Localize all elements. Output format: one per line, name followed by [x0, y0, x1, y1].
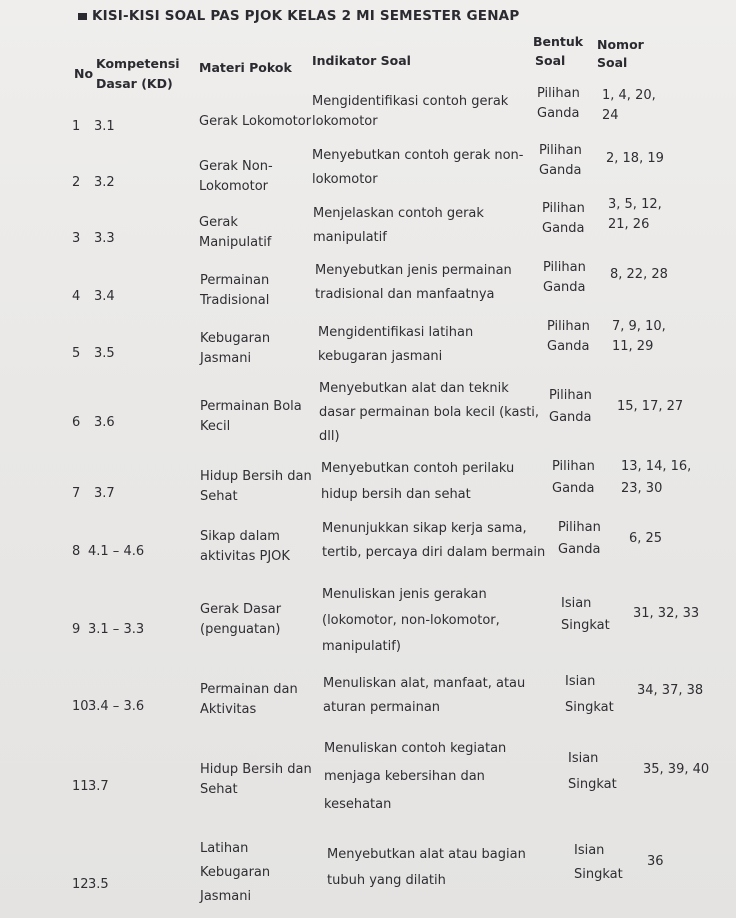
row-materi-line: Permainan dan	[200, 682, 298, 697]
row-indikator-line: Menyebutkan alat dan teknik	[319, 381, 509, 396]
row-bentuk-line: Ganda	[547, 339, 590, 354]
row-materi-line: Aktivitas	[200, 702, 257, 717]
row-materi-line: Tradisional	[200, 293, 270, 308]
row-number: 3	[72, 231, 81, 246]
row-number: 5	[72, 346, 81, 361]
row-indikator-line: Menjelaskan contoh gerak	[313, 206, 484, 221]
bullet-icon	[78, 13, 87, 20]
row-indikator-line: manipulatif)	[322, 639, 401, 654]
row-indikator-line: dll)	[319, 429, 340, 444]
row-nomor-line: 6, 25	[629, 531, 663, 546]
row-nomor-line: 23, 30	[621, 481, 663, 496]
row-kd: 3.7	[94, 486, 115, 501]
row-bentuk-line: Isian	[561, 596, 592, 611]
row-indikator-line: Menyebutkan jenis permainan	[315, 263, 512, 278]
row-number: 9	[72, 622, 81, 637]
row-nomor-line: 21, 26	[608, 217, 650, 232]
header-no: No	[74, 66, 94, 81]
row-number: 4	[72, 289, 81, 304]
header-nomor-line2: Soal	[597, 55, 628, 70]
row-bentuk-line: Isian	[574, 843, 605, 858]
row-kd: 3.5	[88, 877, 109, 892]
row-bentuk-line: Pilihan	[549, 388, 592, 403]
row-number: 7	[72, 486, 81, 501]
row-bentuk-line: Isian	[565, 674, 596, 689]
row-kd: 3.3	[94, 231, 115, 246]
row-materi-line: Gerak Lokomotor	[199, 114, 312, 129]
row-number: 8	[72, 544, 81, 559]
row-materi-line: Kebugaran	[200, 331, 271, 346]
row-materi-line: Gerak	[199, 215, 238, 230]
document-title-text: KISI-KISI SOAL PAS PJOK KELAS 2 MI SEMESTER GENAP	[92, 8, 520, 24]
row-indikator-line: manipulatif	[313, 230, 387, 245]
row-materi-line: Lokomotor	[199, 179, 268, 194]
row-bentuk-line: Ganda	[539, 163, 582, 178]
row-bentuk-line: Pilihan	[547, 319, 590, 334]
row-bentuk-line: Isian	[568, 751, 599, 766]
row-materi-line: Manipulatif	[199, 235, 272, 250]
row-bentuk-line: Ganda	[558, 542, 601, 557]
row-bentuk-line: Ganda	[549, 410, 592, 425]
row-number: 12	[72, 877, 89, 892]
header-bentuk-line1: Bentuk	[533, 34, 584, 49]
header-bentuk-line2: Soal	[535, 53, 566, 68]
header-nomor-line1: Nomor	[597, 37, 644, 52]
row-indikator-line: Menuliskan alat, manfaat, atau	[323, 676, 526, 691]
row-indikator-line: Menyebutkan alat atau bagian	[327, 847, 526, 862]
row-kd: 4.1 – 4.6	[88, 544, 145, 559]
row-indikator-line: aturan permainan	[323, 700, 441, 715]
row-materi-line: Jasmani	[200, 889, 252, 904]
row-bentuk-line: Singkat	[574, 867, 623, 882]
row-number: 11	[72, 779, 89, 794]
row-nomor-line: 7, 9, 10,	[612, 319, 666, 334]
row-kd: 3.1 – 3.3	[88, 622, 145, 637]
row-materi-line: Jasmani	[200, 351, 252, 366]
row-number: 2	[72, 175, 81, 190]
row-materi-line: Sikap dalam	[200, 529, 280, 544]
row-materi-line: Hidup Bersih dan	[200, 762, 312, 777]
row-indikator-line: kebugaran jasmani	[318, 349, 443, 364]
row-indikator-line: menjaga kebersihan dan	[324, 769, 485, 784]
row-indikator-line: Menuliskan jenis gerakan	[322, 587, 487, 602]
row-nomor-line: 35, 39, 40	[643, 762, 710, 777]
row-bentuk-line: Ganda	[537, 106, 580, 121]
row-number: 6	[72, 415, 81, 430]
row-indikator-line: Menyebutkan contoh gerak non-	[312, 148, 524, 163]
row-indikator-line: tertib, percaya diri dalam bermain	[322, 545, 546, 560]
row-bentuk-line: Pilihan	[542, 201, 585, 216]
row-indikator-line: Menunjukkan sikap kerja sama,	[322, 521, 527, 536]
document-title	[78, 8, 519, 24]
row-kd: 3.6	[94, 415, 115, 430]
row-bentuk-line: Singkat	[568, 777, 617, 792]
row-indikator-line: tradisional dan manfaatnya	[315, 287, 495, 302]
row-kd: 3.4	[94, 289, 115, 304]
row-bentuk-line: Singkat	[561, 618, 610, 633]
row-nomor-line: 1, 4, 20,	[602, 88, 656, 103]
row-indikator-line: kesehatan	[324, 797, 392, 812]
header-kd-line2: Dasar (KD)	[96, 76, 173, 91]
row-indikator-line: lokomotor	[312, 172, 378, 187]
row-materi-line: Kebugaran	[200, 865, 271, 880]
row-bentuk-line: Pilihan	[539, 143, 582, 158]
row-nomor-line: 15, 17, 27	[617, 399, 684, 414]
row-nomor-line: 36	[647, 854, 664, 869]
row-nomor-line: 31, 32, 33	[633, 606, 700, 621]
row-indikator-line: tubuh yang dilatih	[327, 873, 446, 888]
row-materi-line: Permainan Bola	[200, 399, 302, 414]
row-kd: 3.4 – 3.6	[88, 699, 145, 714]
row-nomor-line: 24	[602, 108, 619, 123]
row-nomor-line: 11, 29	[612, 339, 654, 354]
row-bentuk-line: Pilihan	[543, 260, 586, 275]
row-materi-line: aktivitas PJOK	[200, 549, 290, 564]
row-indikator-line: Mengidentifikasi latihan	[318, 325, 474, 340]
row-indikator-line: hidup bersih dan sehat	[321, 487, 471, 502]
row-materi-line: Permainan	[200, 273, 270, 288]
row-bentuk-line: Ganda	[542, 221, 585, 236]
row-bentuk-line: Ganda	[543, 280, 586, 295]
row-indikator-line: dasar permainan bola kecil (kasti,	[319, 405, 540, 420]
row-materi-line: Gerak Dasar	[200, 602, 282, 617]
row-nomor-line: 34, 37, 38	[637, 683, 704, 698]
row-nomor-line: 3, 5, 12,	[608, 197, 662, 212]
row-bentuk-line: Pilihan	[558, 520, 601, 535]
row-nomor-line: 2, 18, 19	[606, 151, 664, 166]
row-indikator-line: Menyebutkan contoh perilaku	[321, 461, 515, 476]
row-bentuk-line: Pilihan	[552, 459, 595, 474]
row-nomor-line: 13, 14, 16,	[621, 459, 692, 474]
row-materi-line: Kecil	[200, 419, 231, 434]
row-bentuk-line: Ganda	[552, 481, 595, 496]
row-indikator-line: (lokomotor, non-lokomotor,	[322, 613, 500, 628]
row-indikator-line: lokomotor	[312, 114, 378, 129]
row-bentuk-line: Singkat	[565, 700, 614, 715]
row-kd: 3.1	[94, 119, 115, 134]
header-indikator: Indikator Soal	[312, 53, 411, 68]
row-materi-line: Gerak Non-	[199, 159, 273, 174]
row-materi-line: Latihan	[200, 841, 249, 856]
row-materi-line: Sehat	[200, 489, 238, 504]
row-number: 1	[72, 119, 81, 134]
row-indikator-line: Menuliskan contoh kegiatan	[324, 741, 507, 756]
row-kd: 3.5	[94, 346, 115, 361]
row-materi-line: Sehat	[200, 782, 238, 797]
row-number: 10	[72, 699, 89, 714]
row-indikator-line: Mengidentifikasi contoh gerak	[312, 94, 509, 109]
row-materi-line: (penguatan)	[200, 622, 281, 637]
row-materi-line: Hidup Bersih dan	[200, 469, 312, 484]
header-kd-line1: Kompetensi	[96, 56, 180, 71]
row-kd: 3.7	[88, 779, 109, 794]
row-nomor-line: 8, 22, 28	[610, 267, 668, 282]
row-kd: 3.2	[94, 175, 115, 190]
row-bentuk-line: Pilihan	[537, 86, 580, 101]
header-materi: Materi Pokok	[199, 60, 292, 75]
